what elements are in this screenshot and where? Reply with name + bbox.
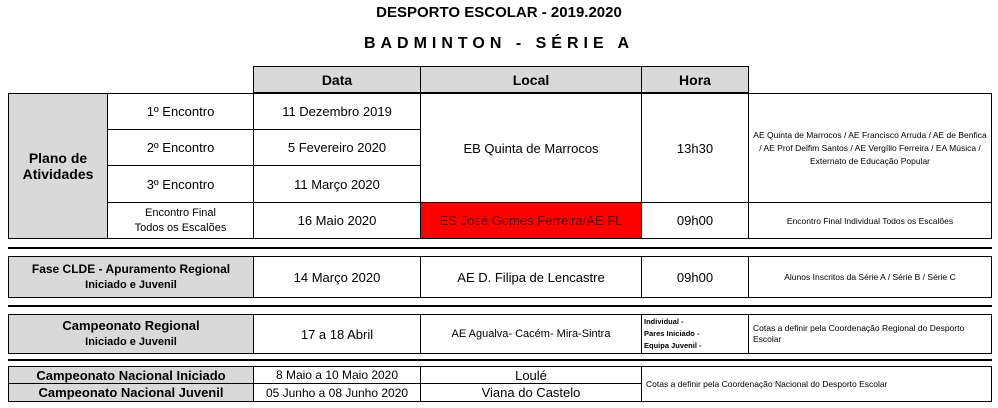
plano-notes: AE Quinta de Marrocos / AE Francisco Arruda / AE de Benfica / AE Prof Delfim Santos / AE Vergílio Ferreira / EA Música / Externato de Educação Popular xyxy=(748,93,992,203)
encontro-final-name-line2: Todos os Escalões xyxy=(134,221,227,234)
fase-hora: 09h00 xyxy=(641,256,749,298)
encontro-final-hora: 09h00 xyxy=(641,202,749,239)
nacional-juvenil-date: 05 Junho a 08 Junho 2020 xyxy=(253,383,421,402)
section-divider xyxy=(8,305,992,307)
section-divider xyxy=(8,247,992,249)
document-subtitle: BADMINTON - SÉRIE A xyxy=(363,35,635,52)
fase-label-line2: Iniciado e Juvenil xyxy=(85,279,177,291)
nacional-notes: Cotas a definir pela Coordenação Nacional do Desporto Escolar xyxy=(641,366,992,402)
column-header-local: Local xyxy=(420,66,642,93)
encontro-2-name: 2º Encontro xyxy=(107,129,254,166)
document-title: DESPORTO ESCOLAR - 2019.2020 xyxy=(376,4,622,21)
section-divider xyxy=(8,359,992,361)
nacional-iniciado-date: 8 Maio a 10 Maio 2020 xyxy=(253,366,421,384)
nacional-juvenil-label: Campeonato Nacional Juvenil xyxy=(8,383,254,402)
regional-notes: Cotas a definir pela Coordenação Regional do Desporto Escolar xyxy=(748,314,992,354)
plano-label-line2: Atividades xyxy=(22,166,94,182)
fase-label-line1: Fase CLDE - Apuramento Regional xyxy=(31,262,231,276)
fase-local: AE D. Filipa de Lencastre xyxy=(420,256,642,298)
regional-label xyxy=(8,314,254,354)
nacional-iniciado-label: Campeonato Nacional Iniciado xyxy=(8,366,254,384)
encontro-final-name-line1: Encontro Final xyxy=(145,206,216,219)
encontro-1-name: 1º Encontro xyxy=(107,93,254,130)
plano-label-line1: Plano de xyxy=(28,150,88,166)
regional-hora-line1: Individual - xyxy=(644,317,684,326)
encontro-final-local: ES José Gomes Ferreira/AE FL xyxy=(420,202,642,239)
encontro-final-date: 16 Maio 2020 xyxy=(253,202,421,239)
encontro-final-name xyxy=(107,202,254,239)
fase-date: 14 Março 2020 xyxy=(253,256,421,298)
fase-notes: Alunos Inscritos da Série A / Série B / Série C xyxy=(748,256,992,298)
regional-label-line1: Campeonato Regional xyxy=(62,318,200,333)
encontro-2-date: 5 Fevereiro 2020 xyxy=(253,129,421,166)
plano-label xyxy=(8,93,108,239)
regional-date: 17 a 18 Abril xyxy=(253,314,421,354)
encontro-final-notes: Encontro Final Individual Todos os Escalões xyxy=(748,202,992,239)
encontro-3-date: 11 Março 2020 xyxy=(253,165,421,203)
encontro-1-date: 11 Dezembro 2019 xyxy=(253,93,421,130)
plano-hora: 13h30 xyxy=(641,93,749,203)
regional-hora-line2: Pares Iniciado - xyxy=(644,329,700,338)
fase-label xyxy=(8,256,254,298)
plano-local: EB Quinta de Marrocos xyxy=(420,93,642,203)
regional-label-line2: Iniciado e Juvenil xyxy=(85,336,177,348)
regional-local: AE Agualva- Cacém- Mira-Sintra xyxy=(420,314,642,354)
nacional-iniciado-local: Loulé xyxy=(420,366,642,384)
nacional-juvenil-local: Viana do Castelo xyxy=(420,383,642,402)
column-header-data: Data xyxy=(253,66,421,93)
regional-hora xyxy=(641,314,749,354)
column-header-hora: Hora xyxy=(641,66,749,93)
encontro-3-name: 3º Encontro xyxy=(107,165,254,203)
regional-hora-line3: Equipa Juvenil - xyxy=(644,341,702,350)
